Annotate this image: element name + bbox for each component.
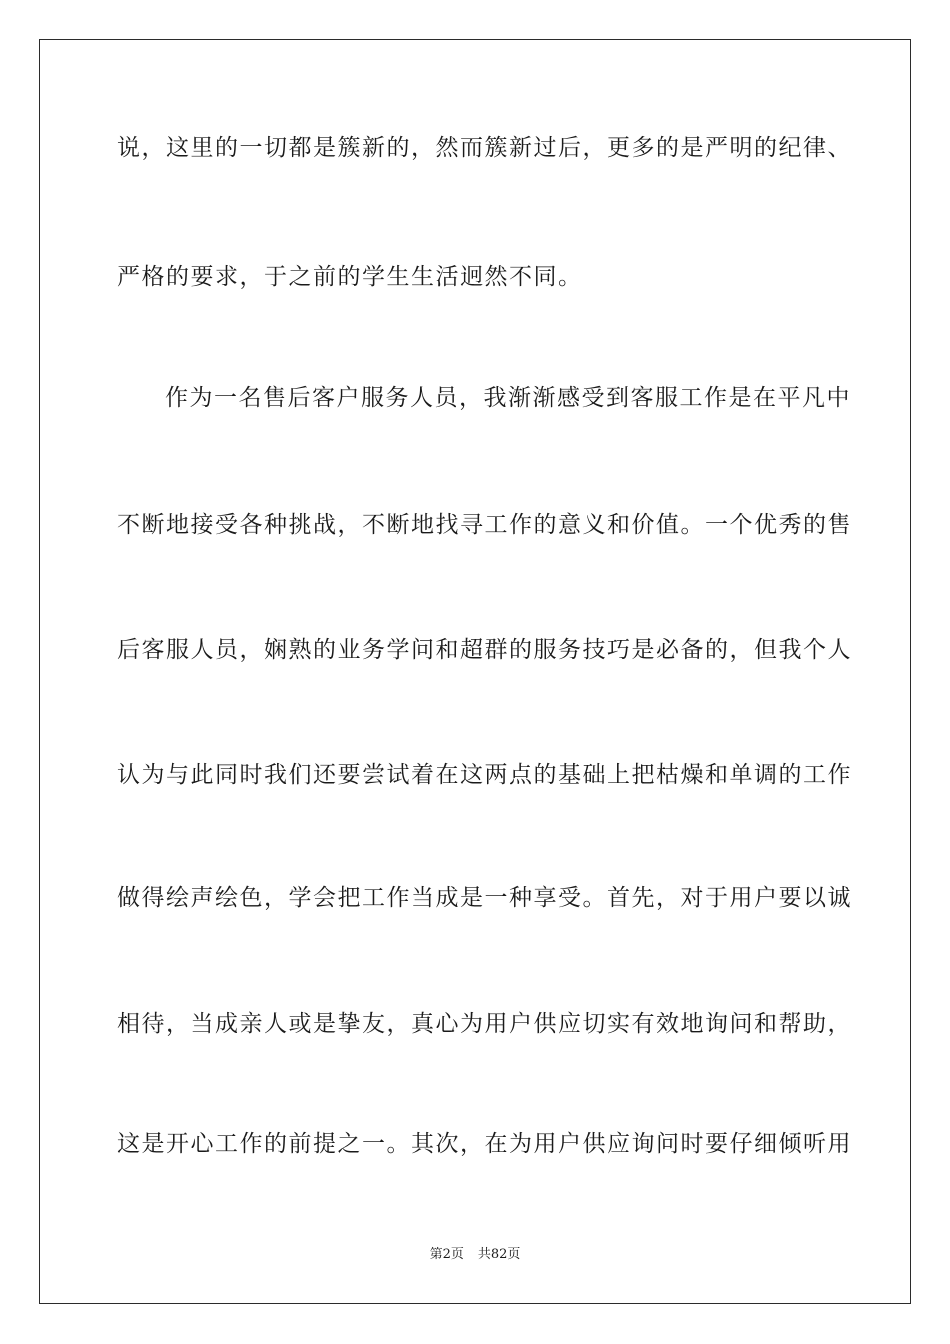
page-number: 第2页: [429, 1247, 464, 1262]
text-line-6: 认为与此同时我们还要尝试着在这两点的基础上把枯燥和单调的工作: [117, 762, 852, 788]
text-line-4: 不断地接受各种挑战，不断地找寻工作的意义和价值。一个优秀的售: [117, 512, 852, 538]
text-line-7: 做得绘声绘色，学会把工作当成是一种享受。首先，对于用户要以诚: [117, 885, 852, 911]
page-footer: [0, 1246, 950, 1264]
text-line-5: 后客服人员，娴熟的业务学问和超群的服务技巧是必备的，但我个人: [117, 637, 852, 663]
text-line-9: 这是开心工作的前提之一。其次，在为用户供应询问时要仔细倾听用: [117, 1131, 852, 1157]
text-line-3: 作为一名售后客户服务人员，我渐渐感受到客服工作是在平凡中: [165, 385, 851, 411]
page-border: [39, 39, 911, 1304]
text-line-1: 说，这里的一切都是簇新的，然而簇新过后，更多的是严明的纪律、: [117, 135, 852, 161]
text-line-2: 严格的要求，于之前的学生生活迥然不同。: [117, 264, 583, 290]
total-pages: 共82页: [477, 1247, 521, 1262]
text-line-8: 相待，当成亲人或是挚友，真心为用户供应切实有效地询问和帮助，: [117, 1011, 852, 1037]
